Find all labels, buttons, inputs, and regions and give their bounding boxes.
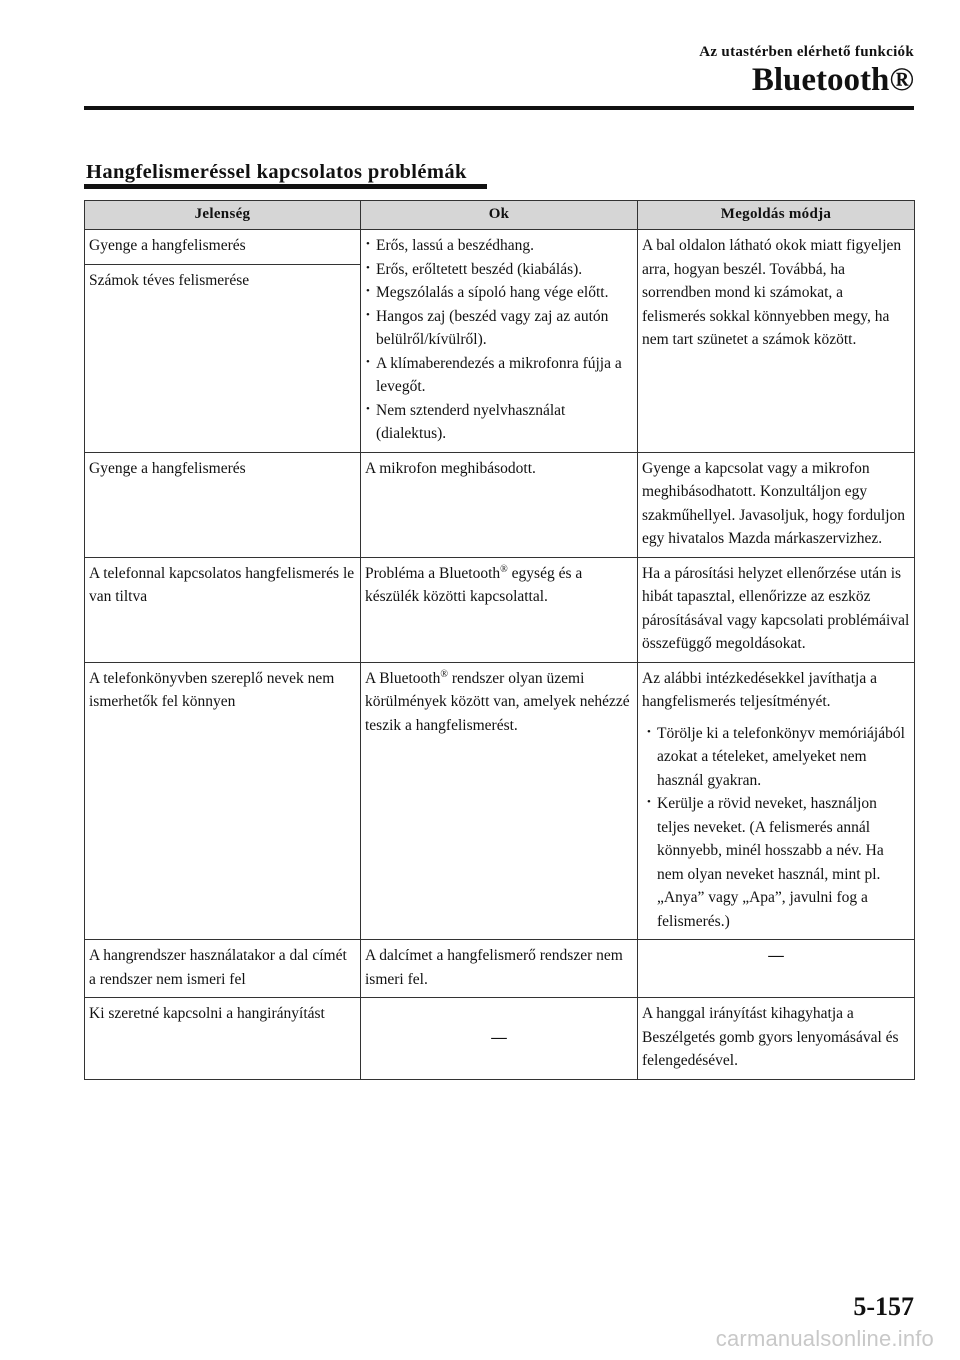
table-header-row (85, 201, 915, 230)
cause-text-end: rendszer olyan üzemi körülmények között van, amelyek nehézzé teszik a hangfelismerést. (365, 669, 630, 734)
registered-mark: ® (500, 563, 508, 575)
cause-text-start: Probléma a Bluetooth (365, 564, 501, 582)
symptom-cell: Számok téves felismerése (85, 264, 361, 452)
registered-mark: ® (440, 668, 448, 680)
watermark: carmanualsonline.info (715, 1326, 934, 1351)
cause-cell: A dalcímet a hangfelismerő rendszer nem ismeri fel. (361, 940, 638, 998)
table-row (85, 452, 915, 557)
solution-cell: A hanggal irányítást kihagyhatja a Beszélgetés gomb gyors lenyomásával és felengedésével. (638, 998, 915, 1080)
cause-dash: — (361, 998, 638, 1080)
cause-text-end: egység és a készülék közötti kapcsolattal. (365, 564, 583, 605)
cause-cell (361, 230, 638, 453)
chapter-title: Bluetooth® (751, 62, 914, 98)
solution-item: • Törölje ki a telefonkönyv memóriájából azokat a tételeket, amelyeket nem használ gyakran. (646, 722, 910, 793)
cause-cell: A mikrofon meghibásodott. (361, 452, 638, 557)
cause-item: • Hangos zaj (beszéd vagy zaj az autón belülről/kívülről). (365, 305, 633, 352)
cause-item: • A klímaberendezés a mikrofonra fújja a levegőt. (365, 352, 633, 399)
symptom-cell: A hangrendszer használatakor a dal címét a rendszer nem ismeri fel (85, 940, 361, 998)
table-row (85, 230, 915, 265)
solution-cell: A bal oldalon látható okok miatt figyeljen arra, hogyan beszél. Továbbá, ha sorrendben mond ki számokat, a felismerés sokkal könnyebben megy, ha nem tart szünetet a számok között. (638, 230, 915, 453)
column-header-solution: Megoldás módja (638, 201, 915, 230)
section-underline (84, 184, 487, 189)
cause-item: • Nem sztenderd nyelvhasználat (dialektus). (365, 399, 633, 446)
cause-item: • Erős, lassú a beszédhang. (365, 234, 633, 258)
symptom-cell: Ki szeretné kapcsolni a hangirányítást (85, 998, 361, 1080)
symptom-cell: A telefonkönyvben szereplő nevek nem ismerhetők fel könnyen (85, 662, 361, 940)
cause-cell (361, 662, 638, 940)
troubleshooting-table-container (84, 200, 914, 1080)
section-title: Hangfelismeréssel kapcsolatos problémák (86, 161, 467, 183)
solution-intro: Az alábbi intézkedésekkel javíthatja a hangfelismerés teljesítményét. (642, 669, 877, 710)
header-rule (84, 106, 914, 110)
cause-cell (361, 557, 638, 662)
page-number: 5-157 (853, 1292, 914, 1321)
chapter-subtitle: Az utastérben elérhető funkciók (699, 44, 914, 60)
cause-text-start: A Bluetooth (365, 669, 441, 687)
symptom-cell: A telefonnal kapcsolatos hangfelismerés le van tiltva (85, 557, 361, 662)
column-header-cause: Ok (361, 201, 638, 230)
solution-dash: — (638, 940, 915, 998)
table-row (85, 662, 915, 940)
solution-cell: Ha a párosítási helyzet ellenőrzése után is hibát tapasztal, ellenőrizze az eszköz párosításával vagy kapcsolati problémáival összefüggő megoldásokat. (638, 557, 915, 662)
cause-item: • Erős, erőltetett beszéd (kiabálás). (365, 258, 633, 282)
troubleshooting-table (84, 200, 915, 1080)
table-row (85, 998, 915, 1080)
symptom-cell: Gyenge a hangfelismerés (85, 452, 361, 557)
solution-cell (638, 662, 915, 940)
solution-list (642, 722, 910, 934)
solution-cell: Gyenge a kapcsolat vagy a mikrofon meghibásodhatott. Konzultáljon egy szakműhellyel. Javasoljuk, hogy forduljon egy hivatalos Mazda márkaszervizhez. (638, 452, 915, 557)
table-row (85, 940, 915, 998)
solution-item: • Kerülje a rövid neveket, használjon teljes neveket. (A felismerés annál könnyebb, minél hosszabb a név. Ha nem olyan neveket használ, mint pl. „Anya” vagy „Apa”, javulni fog a felismerés.) (646, 792, 910, 933)
column-header-symptom: Jelenség (85, 201, 361, 230)
table-row (85, 557, 915, 662)
cause-item: • Megszólalás a sípoló hang vége előtt. (365, 281, 633, 305)
symptom-cell: Gyenge a hangfelismerés (85, 230, 361, 265)
